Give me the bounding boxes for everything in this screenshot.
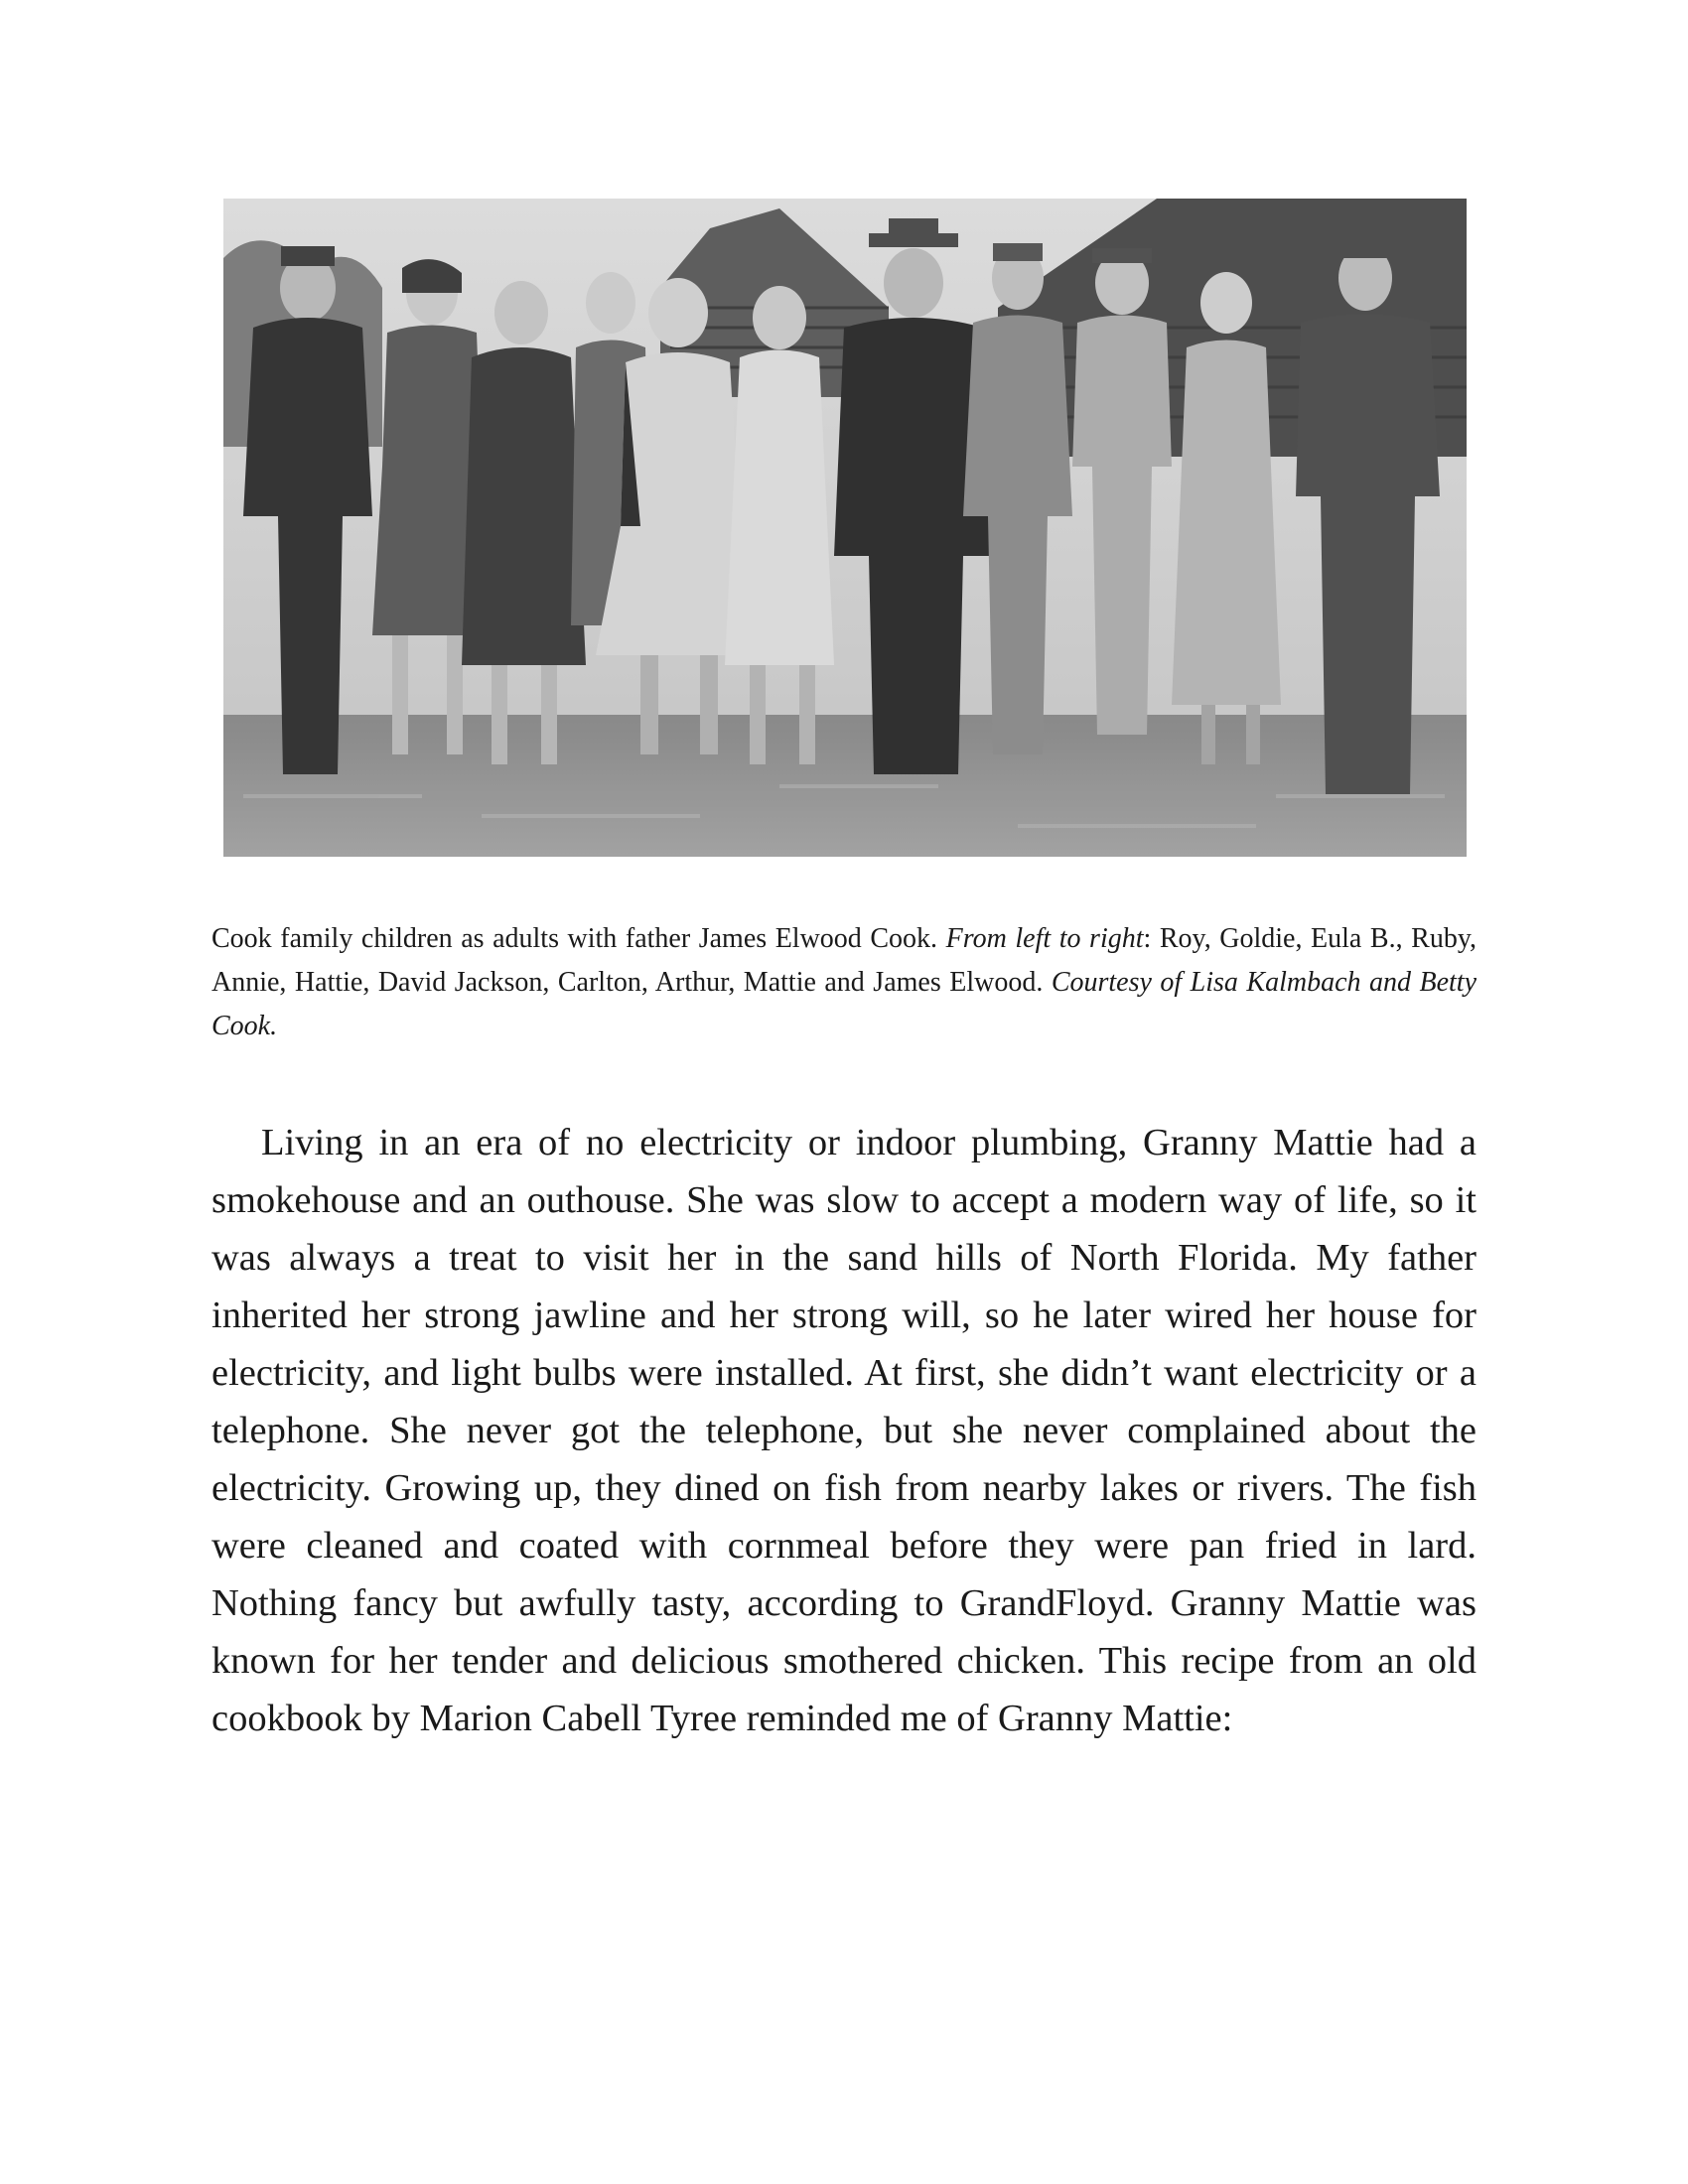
caption-credit: Courtesy of Lisa Kalmbach and Betty Cook. [211, 967, 1477, 1041]
caption-order-label: From left to right [945, 923, 1144, 954]
body-paragraph: Living in an era of no electricity or indoor plumbing, Granny Mattie had a smokehouse and an outhouse. She was slow to accept a modern way of life, so it was always a treat to visit her in the sand hills of North Florida. My father inherited her strong jawline and her strong will, so he later wired her house for electricity, and light bulbs were installed. At first, she didn’t want electricity or a telephone. She never got the telephone, but she never complained about the electricity. Growing up, they dined on fish from nearby lakes or rivers. The fish were cleaned and coated with cornmeal before they were pan fried in lard. Nothing fancy but awfully tasty, according to GrandFloyd. Granny Mattie was known for her tender and delicious smothered chicken. This recipe from an old cookbook by Marion Cabell Tyree reminded me of Granny Mattie: [211, 1122, 1477, 1739]
family-photo [223, 199, 1467, 857]
caption-names: : Roy, Goldie, Eula B., Ruby, Annie, Hattie, David Jackson, Carlton, Arthur, Mattie and James Elwood. [211, 923, 1477, 998]
family-photo-illustration [223, 199, 1467, 857]
caption-lead: Cook family children as adults with father James Elwood Cook. [211, 923, 938, 954]
photo-caption [211, 917, 1477, 1048]
